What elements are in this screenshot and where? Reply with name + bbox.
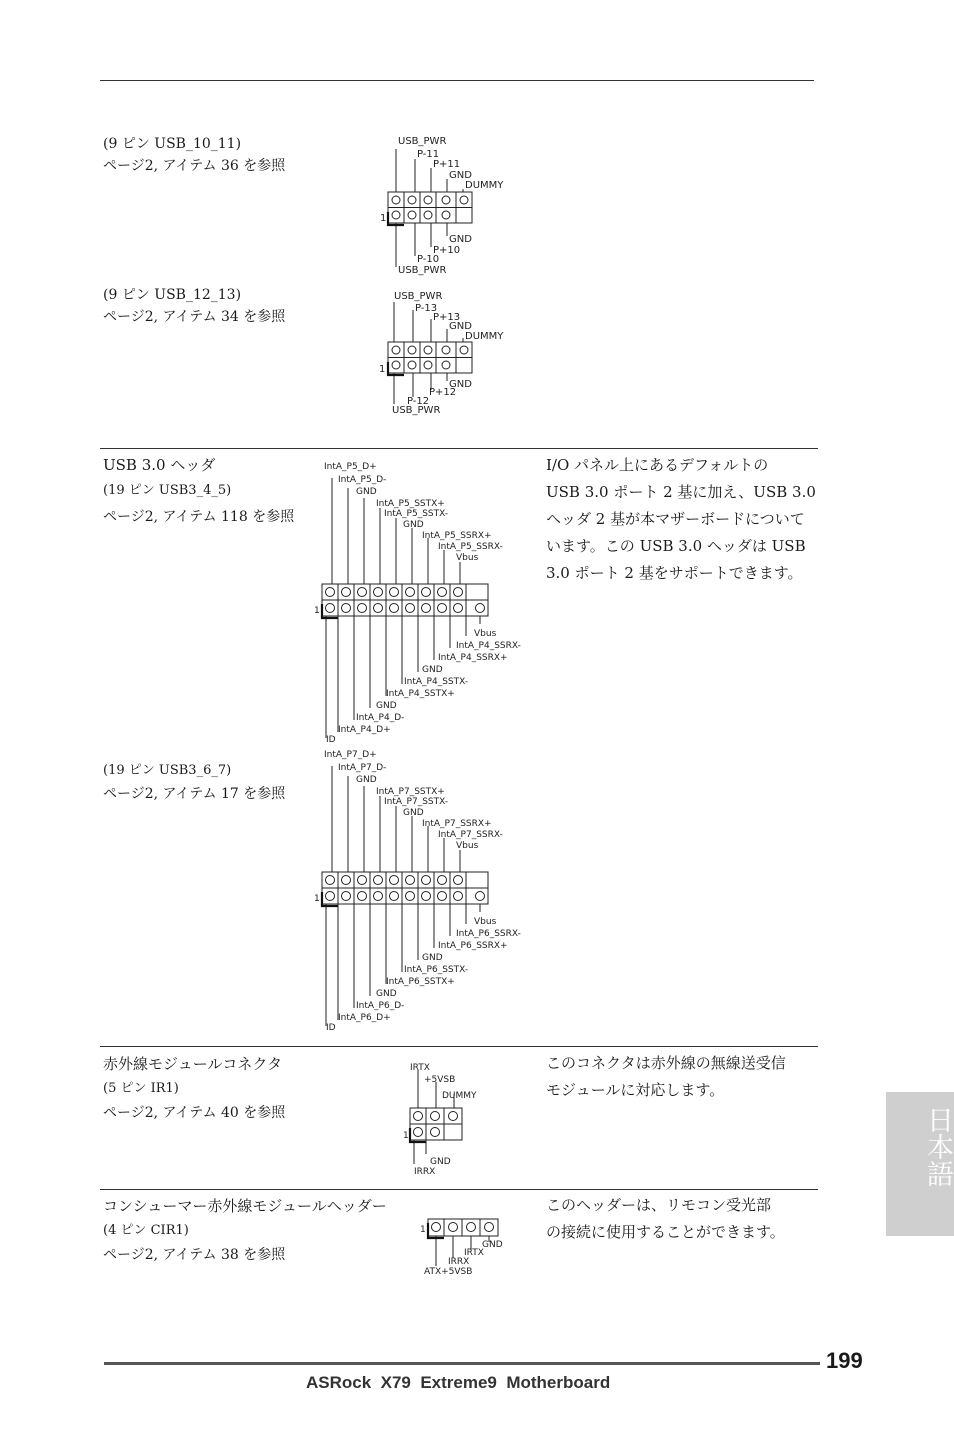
usb3a-top-label: GND (403, 520, 424, 530)
usb2a-label-dummy: DUMMY (465, 180, 504, 191)
usb2a-label-p+10: P+10 (433, 245, 461, 256)
usb3-desc-line: USB 3.0 ポート 2 基に加え、USB 3.0 (546, 483, 816, 501)
ir-desc-line: このコネクタは赤外線の無線送受信 (546, 1054, 786, 1072)
usb3b-top-label: IntA_P7_D+ (324, 750, 377, 760)
usb3b-top-label: IntA_P7_SSTX+ (376, 787, 445, 797)
cir-description (546, 1192, 785, 1246)
usb3a-top-label: IntA_P5_SSRX+ (422, 531, 492, 541)
cir-desc-line: の接続に使用することができます。 (546, 1223, 785, 1241)
cir-ref: ページ2, アイテム 38 を参照 (103, 1247, 286, 1263)
usb3a-pin-diagram (312, 458, 542, 748)
usb3a-bottom-label: IntA_P4_SSTX- (404, 677, 469, 687)
rule-ir (100, 1046, 818, 1047)
usb3a-top-label: IntA_P5_SSTX+ (376, 499, 445, 509)
cir-label-irtx: IRTX (464, 1248, 484, 1258)
usb3a-bottom-label: ID (326, 735, 336, 745)
usb3-desc-line: ヘッダ 2 基が本マザーボードについて (546, 510, 805, 528)
usb2b-pins: (9 ピン USB_12_13) (103, 287, 242, 303)
usb3a-bottom-label: IntA_P4_D+ (338, 725, 391, 735)
usb3b-bottom-label: IntA_P6_SSTX+ (386, 977, 455, 987)
usb2b-pin1-mark: 1 (379, 364, 386, 375)
usb3b-top-label: GND (403, 808, 424, 818)
usb3-desc-line: 3.0 ポート 2 基をサポートできます。 (546, 564, 803, 582)
usb2b-pin-diagram (374, 286, 514, 418)
usb3b-top-label: IntA_P7_SSRX- (438, 830, 503, 840)
cir-label-atx-5vsb: ATX+5VSB (424, 1267, 473, 1277)
usb3-pins-2: (19 ピン USB3_6_7) (103, 763, 232, 778)
usb3b-pin1-mark: 1 (314, 894, 320, 904)
ir-label-irrx: IRRX (414, 1167, 436, 1177)
usb3-desc-line: I/O パネル上にあるデフォルトの (546, 456, 769, 474)
ir-desc-line: モジュールに対応します。 (546, 1081, 725, 1099)
usb3b-bottom-label: IntA_P6_SSRX+ (438, 941, 508, 951)
usb2b-label-p+12: P+12 (429, 387, 457, 398)
usb3b-bottom-label: Vbus (474, 917, 497, 927)
usb3a-bottom-label: Vbus (474, 629, 497, 639)
usb2b-label-p-12: P-12 (407, 396, 430, 407)
usb3-ref-1: ページ2, アイテム 118 を参照 (103, 509, 295, 525)
usb3b-bottom-label: IntA_P6_D- (356, 1001, 405, 1011)
usb3b-bottom-label: GND (376, 989, 397, 999)
usb2b-label-usb-pwr-top: USB_PWR (394, 291, 443, 302)
usb3a-bottom-label: IntA_P4_SSTX+ (386, 689, 455, 699)
footer-rule (104, 1362, 820, 1365)
usb2b-label-gnd-bottom: GND (449, 379, 472, 390)
ir-label-irtx: IRTX (410, 1063, 430, 1073)
usb3b-bottom-label: IntA_P6_SSRX- (456, 929, 521, 939)
ir-pin-diagram (400, 1058, 500, 1178)
cir-pin-diagram (414, 1212, 514, 1280)
usb2b-label-gnd-top: GND (449, 321, 472, 332)
usb3-desc-line: います。この USB 3.0 ヘッダは USB (546, 537, 806, 555)
usb3-ref-2: ページ2, アイテム 17 を参照 (103, 786, 286, 802)
cir-pins: (4 ピン CIR1) (103, 1223, 189, 1238)
language-side-tab (886, 1092, 954, 1236)
top-rule (100, 80, 814, 81)
ir-pins: (5 ピン IR1) (103, 1081, 179, 1096)
usb3b-top-label: IntA_P7_D- (338, 763, 387, 773)
usb3-description (546, 452, 816, 587)
usb2b-label-dummy: DUMMY (465, 331, 504, 342)
usb3b-pin-diagram (312, 746, 542, 1036)
usb3b-top-label: IntA_P7_SSTX- (384, 797, 449, 807)
usb2a-label-gnd-bottom: GND (449, 234, 472, 245)
ir-description (546, 1050, 786, 1104)
usb3a-bottom-label: IntA_P4_SSRX- (456, 641, 521, 651)
usb2a-pin-diagram (374, 132, 514, 278)
usb3b-top-label: Vbus (456, 841, 479, 851)
usb2b-label-p+13: P+13 (433, 312, 461, 323)
usb2a-label-p-10: P-10 (417, 254, 440, 265)
usb3a-bottom-label: IntA_P4_D- (356, 713, 405, 723)
usb2a-label-usb-pwr-bottom: USB_PWR (398, 265, 447, 276)
ir-ref: ページ2, アイテム 40 を参照 (103, 1105, 286, 1121)
usb3b-bottom-label: IntA_P6_SSTX- (404, 965, 469, 975)
usb2a-pin1-mark: 1 (380, 213, 387, 224)
ir-label-5vsb: +5VSB (424, 1075, 456, 1085)
usb3a-top-label: GND (356, 487, 377, 497)
usb3b-top-label: GND (356, 775, 377, 785)
cir-label-irrx: IRRX (448, 1257, 470, 1267)
rule-usb3 (100, 448, 818, 449)
usb2a-label-usb-pwr-top: USB_PWR (398, 136, 447, 147)
ir-label-dummy: DUMMY (442, 1091, 477, 1101)
usb3b-bottom-label: IntA_P6_D+ (338, 1013, 391, 1023)
usb3b-bottom-label: GND (422, 953, 443, 963)
usb3a-top-label: IntA_P5_D+ (324, 462, 377, 472)
usb3a-top-label: IntA_P5_D- (338, 475, 387, 485)
usb2b-label-usb-pwr-bottom: USB_PWR (392, 405, 441, 416)
usb2a-label-p-11: P-11 (417, 149, 440, 160)
cir-pin1-mark: 1 (420, 1225, 426, 1235)
usb3a-top-label: Vbus (456, 553, 479, 563)
usb2a-label-gnd-top: GND (449, 170, 472, 181)
language-side-tab-label: 日本語 (922, 1106, 953, 1187)
ir-label-gnd: GND (430, 1157, 451, 1167)
usb2a-label-p+11: P+11 (433, 159, 461, 170)
usb3b-bottom-label: ID (326, 1023, 336, 1033)
usb2a-ref: ページ2, アイテム 36 を参照 (103, 158, 286, 174)
rule-cir (100, 1189, 818, 1190)
usb2a-pins: (9 ピン USB_10_11) (103, 136, 242, 152)
usb3a-top-label: IntA_P5_SSTX- (384, 509, 449, 519)
cir-title: コンシューマー赤外線モジュールヘッダー (103, 1197, 387, 1215)
ir-title: 赤外線モジュールコネクタ (103, 1055, 283, 1073)
usb3a-bottom-label: GND (376, 701, 397, 711)
footer-title: ASRock X79 Extreme9 Motherboard (306, 1373, 611, 1392)
cir-desc-line: このヘッダーは、リモコン受光部 (546, 1196, 772, 1214)
usb3a-top-label: IntA_P5_SSRX- (438, 542, 503, 552)
cir-label-gnd: GND (482, 1240, 503, 1250)
usb3a-bottom-label: IntA_P4_SSRX+ (438, 653, 508, 663)
ir-pin1-mark: 1 (403, 1131, 409, 1141)
page-number: 199 (826, 1348, 863, 1373)
usb2b-ref: ページ2, アイテム 34 を参照 (103, 309, 286, 325)
usb3-title: USB 3.0 ヘッダ (103, 456, 216, 474)
usb3a-bottom-label: GND (422, 665, 443, 675)
usb3a-pin1-mark: 1 (314, 606, 320, 616)
usb3-pins-1: (19 ピン USB3_4_5) (103, 483, 232, 498)
usb3b-top-label: IntA_P7_SSRX+ (422, 819, 492, 829)
usb2b-label-p-13: P-13 (415, 303, 438, 314)
